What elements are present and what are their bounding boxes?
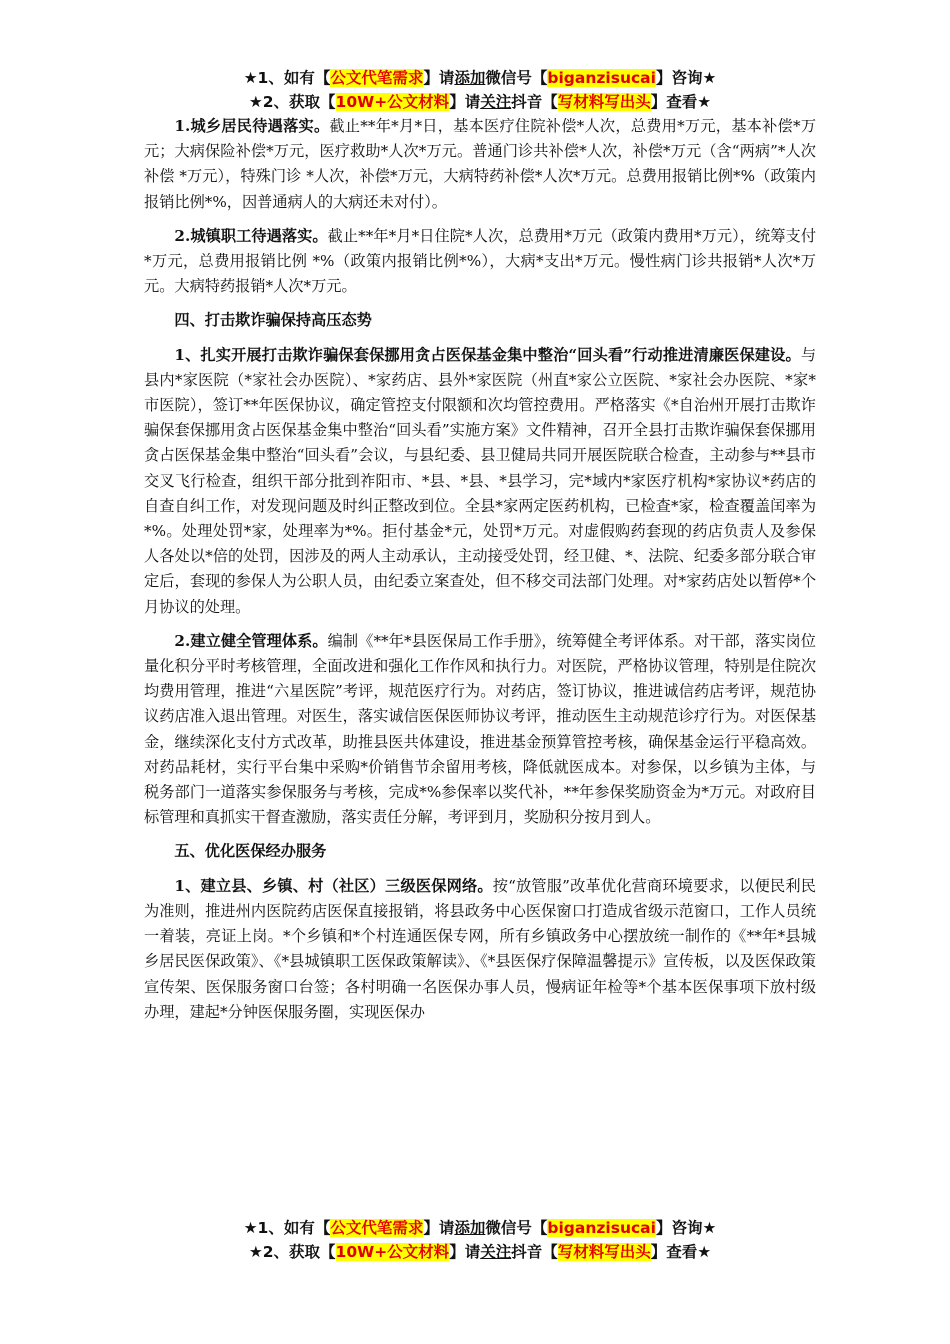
banner-douyin-id: 写材料写出头 [557, 93, 651, 111]
paragraph-lead: 2.城镇职工待遇落实。 [174, 226, 328, 245]
banner-wechat-id: biganzisucai [547, 1219, 656, 1237]
banner-highlight: 公文代笔需求 [330, 1219, 424, 1237]
banner-text: 】请 [423, 69, 455, 87]
header-banner [144, 66, 816, 114]
banner-douyin-id: 写材料写出头 [557, 1243, 651, 1261]
paragraph-lead: 2.建立健全管理体系。 [174, 631, 328, 650]
paragraph-lead: 1、扎实开展打击欺诈骗保套保挪用贪占医保基金集中整治“回头看”行动推进清廉医保建设。 [174, 345, 801, 364]
footer-line-2 [144, 1240, 816, 1264]
banner-underline: 关注 [480, 93, 512, 111]
banner-text: 】请 [449, 93, 481, 111]
banner-text: ★2、获取【 [248, 93, 336, 111]
footer-banner [144, 1216, 816, 1264]
section-heading-4: 四、打击欺诈骗保持高压态势 [174, 311, 372, 330]
banner-highlight: 公文代笔需求 [330, 69, 424, 87]
banner-text: ★2、获取【 [248, 1243, 336, 1261]
banner-text: ★1、如有【 [243, 69, 331, 87]
banner-line-1 [144, 66, 816, 90]
banner-text: 】请 [423, 1219, 455, 1237]
banner-text: 抖音【 [511, 1243, 558, 1261]
paragraph-lead: 1、建立县、乡镇、村（社区）三级医保网络。 [174, 876, 493, 895]
paragraph-text: 截止**年*月*日，基本医疗住院补偿*人次，总费用*万元，基本补偿*万元；大病保险补偿*万元，医疗救助*人次*万元。普通门诊共补偿*人次，补偿*万元（含“两病”*人次补偿 *万元），特殊门诊 *人次，补偿*万元，大病特药补偿*人次*万元。总费用报销比例*%（政策内报销比例*%，因普通病人的大病还未对付）。 [144, 117, 817, 211]
document-page [144, 66, 816, 1034]
banner-text: ★1、如有【 [243, 1219, 331, 1237]
section-heading-5: 五、优化医保经办服务 [174, 842, 327, 861]
paragraph-anti-fraud [144, 343, 816, 620]
banner-underline: 添加 [454, 69, 486, 87]
banner-highlight: 10W+公文材料 [335, 1243, 450, 1261]
banner-text: 】查看★ [650, 1243, 712, 1261]
banner-underline: 关注 [480, 1243, 512, 1261]
paragraph-urban-rural-benefits [144, 114, 816, 215]
footer-line-1 [144, 1216, 816, 1240]
banner-text: 】请 [449, 1243, 481, 1261]
banner-text: 】咨询★ [655, 69, 717, 87]
paragraph-text: 与县内*家医院（*家社会办医院）、*家药店、县外*家医院（州直*家公立医院、*家社会办医院、*家*市医院），签订**年医保协议，确定管控支付限额和次均管控费用。严格落实《*自治州开展打击欺诈骗保套保挪用贪占医保基金集中整治“回头看”实施方案》文件精神，召开全县打击欺诈骗保套保挪用贪占医保基金集中整治“回头看”会议，与县纪委、县卫健局共同开展医院联合检查，主动参与**县市交叉飞行检查，组织干部分批到祚阳市、*县、*县、*县学习，完*域内*家医疗机构*家协议*药店的自查自纠工作，对发现问题及时纠正整改到位。全县*家两定医药机构，已检查*家，检查覆盖闰率为 *%。处理处罚*家，处理率为*%。拒付基金*元，处罚*万元。对虚假购药套现的药店负责人及参保人各处以*倍的处罚，因涉及的两人主动承认，主动接受处罚，经卫健、*、法院、纪委多部分联合审定后，套现的参保人为公职人员，由纪委立案查处，但不移交司法部门处理。对*家药店处以暂停*个月协议的处理。 [144, 345, 816, 616]
banner-wechat-id: biganzisucai [547, 69, 656, 87]
paragraph-service-network [144, 874, 816, 1025]
paragraph-employee-benefits [144, 224, 816, 300]
banner-text: 】查看★ [650, 93, 712, 111]
banner-text: 】咨询★ [655, 1219, 717, 1237]
paragraph-text: 编制《**年*县医保局工作手册》，统筹健全考评体系。对干部，落实岗位量化积分平时考核管理，全面改进和强化工作作风和执行力。对医院，严格协议管理，特别是住院次均费用管理，推进“六星医院”考评，规范医疗行为。对药店，签订协议，推进诚信药店考评，规范协议药店准入退出管理。对医生，落实诚信医保医师协议考评，推动医生主动规范诊疗行为。对医保基金，继续深化支付方式改革，助推县医共体建设，推进基金预算管控考核，确保基金运行平稳高效。对药品耗材，实行平台集中采购*价销售节余留用考核，降低就医成本。对参保，以乡镇为主体，与税务部门一道落实参保服务与考核，完成*%参保率以奖代补，**年参保奖励资金为*万元。对政府目标管理和真抓实干督查激励，落实责任分解，考评到月，奖励积分按月到人。 [144, 631, 816, 827]
banner-line-2 [144, 90, 816, 114]
paragraph-management-system [144, 629, 816, 831]
banner-highlight: 10W+公文材料 [335, 93, 450, 111]
paragraph-lead: 1.城乡居民待遇落实。 [174, 117, 330, 135]
paragraph-text: 按“放管服”改革优化营商环境要求，以便民利民为准则，推进州内医院药店医保直接报销，将县政务中心医保窗口打造成省级示范窗口，工作人员统一着装，亮证上岗。*个乡镇和*个村连通医保专网，所有乡镇政务中心摆放统一制作的《**年*县城乡居民医保政策》、《*县城镇职工医保政策解读》、《*县医保疗保障温馨提示》宣传板，以及医保政策宣传架、医保服务窗口台签；各村明确一名医保办事人员，慢病证年检等*个基本医保事项下放村级办理，建起*分钟医保服务圈，实现医保办 [144, 876, 816, 1021]
banner-text: 微信号【 [485, 1219, 548, 1237]
document-body [144, 114, 816, 1025]
banner-underline: 添加 [454, 1219, 486, 1237]
paragraph-text: 截止**年*月*日住院*人次，总费用*万元（政策内费用*万元），统筹支付*万元，总费用报销比例 *%（政策内报销比例*%），大病*支出*万元。慢性病门诊共报销*人次*万元。大病特药报销*人次*万元。 [144, 226, 817, 296]
banner-text: 微信号【 [485, 69, 548, 87]
banner-text: 抖音【 [511, 93, 558, 111]
